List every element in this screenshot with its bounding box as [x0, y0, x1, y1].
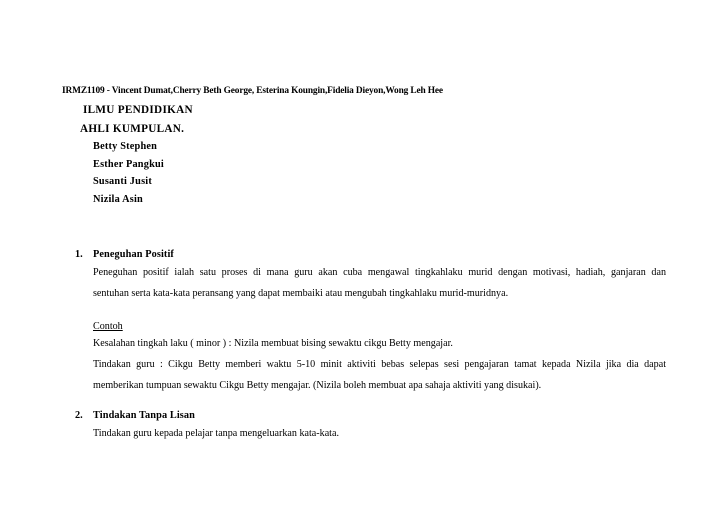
section-title: Tindakan Tanpa Lisan: [93, 410, 195, 421]
example-line: Tindakan guru : Cikgu Betty memberi waktu 5-10 minit aktiviti bebas selepas sesi pengajaran tamat kepada Nizila jika dia dapat: [93, 359, 666, 370]
example-line: memberikan tumpuan sewaktu Cikgu Betty mengajar. (Nizila boleh membuat apa sahaja aktiviti yang disukai).: [93, 380, 542, 391]
group-members-heading: AHLI KUMPULAN.: [80, 123, 185, 135]
section-number: 1.: [75, 249, 83, 260]
member-name: Susanti Jusit: [93, 176, 152, 187]
example-label-text: Contoh: [93, 321, 123, 332]
example-line: Kesalahan tingkah laku ( minor ) : Nizila membuat bising sewaktu cikgu Betty mengajar.: [93, 338, 453, 349]
body-line: Peneguhan positif ialah satu proses di mana guru akan cuba mengawal tingkahlaku murid dengan motivasi, hadiah, ganjaran dan: [93, 267, 666, 278]
member-name: Nizila Asin: [93, 194, 143, 205]
example-body: [93, 333, 666, 396]
subject-heading: ILMU PENDIDIKAN: [83, 104, 193, 116]
section-body: [93, 262, 666, 304]
body-line: Tindakan guru kepada pelajar tanpa mengeluarkan kata-kata.: [93, 428, 339, 439]
section-body: [93, 423, 666, 444]
member-name: Betty Stephen: [93, 141, 158, 152]
section-number: 2.: [75, 410, 83, 421]
member-name: Esther Pangkui: [93, 159, 164, 170]
body-line: sentuhan serta kata-kata peransang yang dapat membaiki atau mengubah tingkahlaku murid-muridnya.: [93, 288, 509, 299]
section-title: Peneguhan Positif: [93, 249, 174, 260]
document-header: IRMZ1109 - Vincent Dumat,Cherry Beth George, Esterina Koungin,Fidelia Dieyon,Wong Leh Hee: [62, 86, 443, 96]
